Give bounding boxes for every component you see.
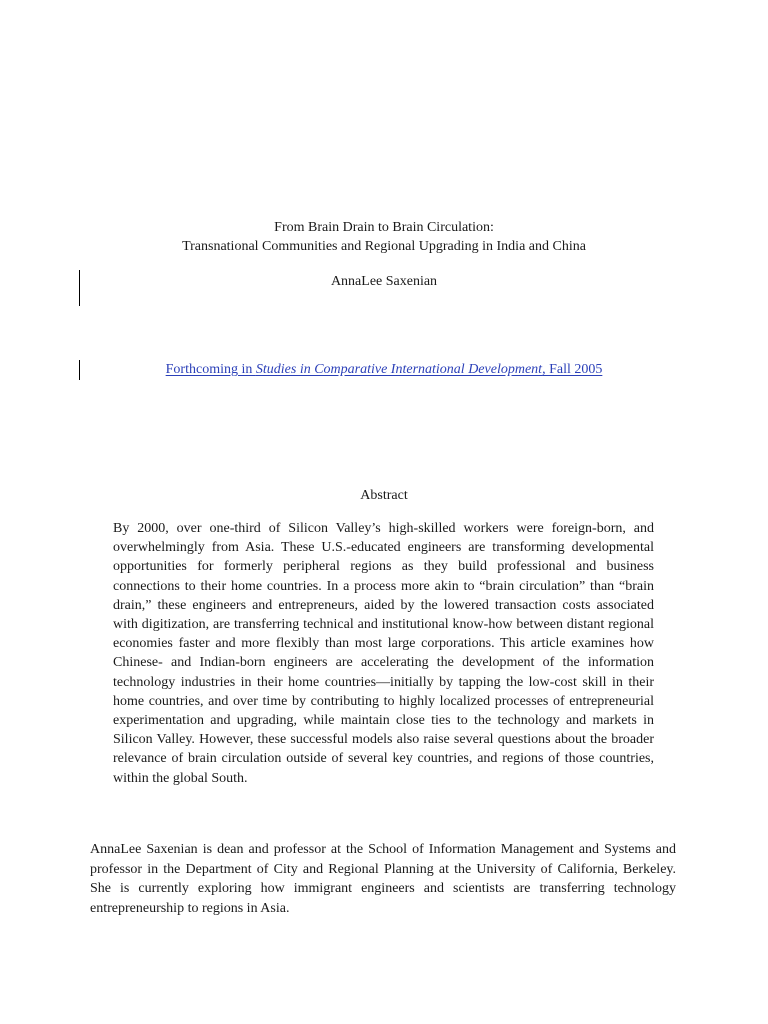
revision-change-bar: [79, 270, 80, 306]
title-line-1: From Brain Drain to Brain Circulation:: [274, 220, 494, 235]
abstract-heading: Abstract: [360, 488, 408, 503]
abstract-body: By 2000, over one-third of Silicon Valley’s high-skilled workers were foreign-born, and overwhelmingly from Asia. These U.S.-educated engineers are transforming developmental opportunities for formerly peripheral regions as they build professional and business connections to their home countries. In a process more akin to “brain circulation” than “brain drain,” these engineers and entrepreneurs, aided by the lowered transaction costs associated with digitization, are transferring technical and institutional know-how between distant regional economies faster and more flexibly than most large corporations. This article examines how Chinese- and Indian-born engineers are accelerating the development of the information technology industries in their home countries—initially by tapping the low-cost skill in their home countries, and over time by contributing to highly localized processes of entrepreneurial experimentation and upgrading, while maintain close ties to the technology and markets in Silicon Valley. However, these successful models also raise several questions about the broader relevance of brain circulation outside of several key countries, and regions of those countries, within the global South.: [113, 521, 654, 786]
publication-note-prefix: Forthcoming in: [165, 362, 256, 377]
journal-name: Studies in Comparative International Development: [255, 362, 543, 377]
title-line-2: Transnational Communities and Regional Upgrading in India and China: [182, 239, 586, 254]
publication-note-suffix: , Fall 2005: [542, 362, 603, 377]
publication-note-link[interactable]: [0, 360, 768, 379]
author-bio: AnnaLee Saxenian is dean and professor at the School of Information Management and Systems and professor in the Department of City and Regional Planning at the University of California, Berkeley. She is currently exploring how immigrant engineers and scientists are transferring technology entrepreneurship to regions in Asia.: [90, 842, 676, 916]
paper-title: [0, 218, 768, 256]
author-name: AnnaLee Saxenian: [330, 274, 438, 289]
